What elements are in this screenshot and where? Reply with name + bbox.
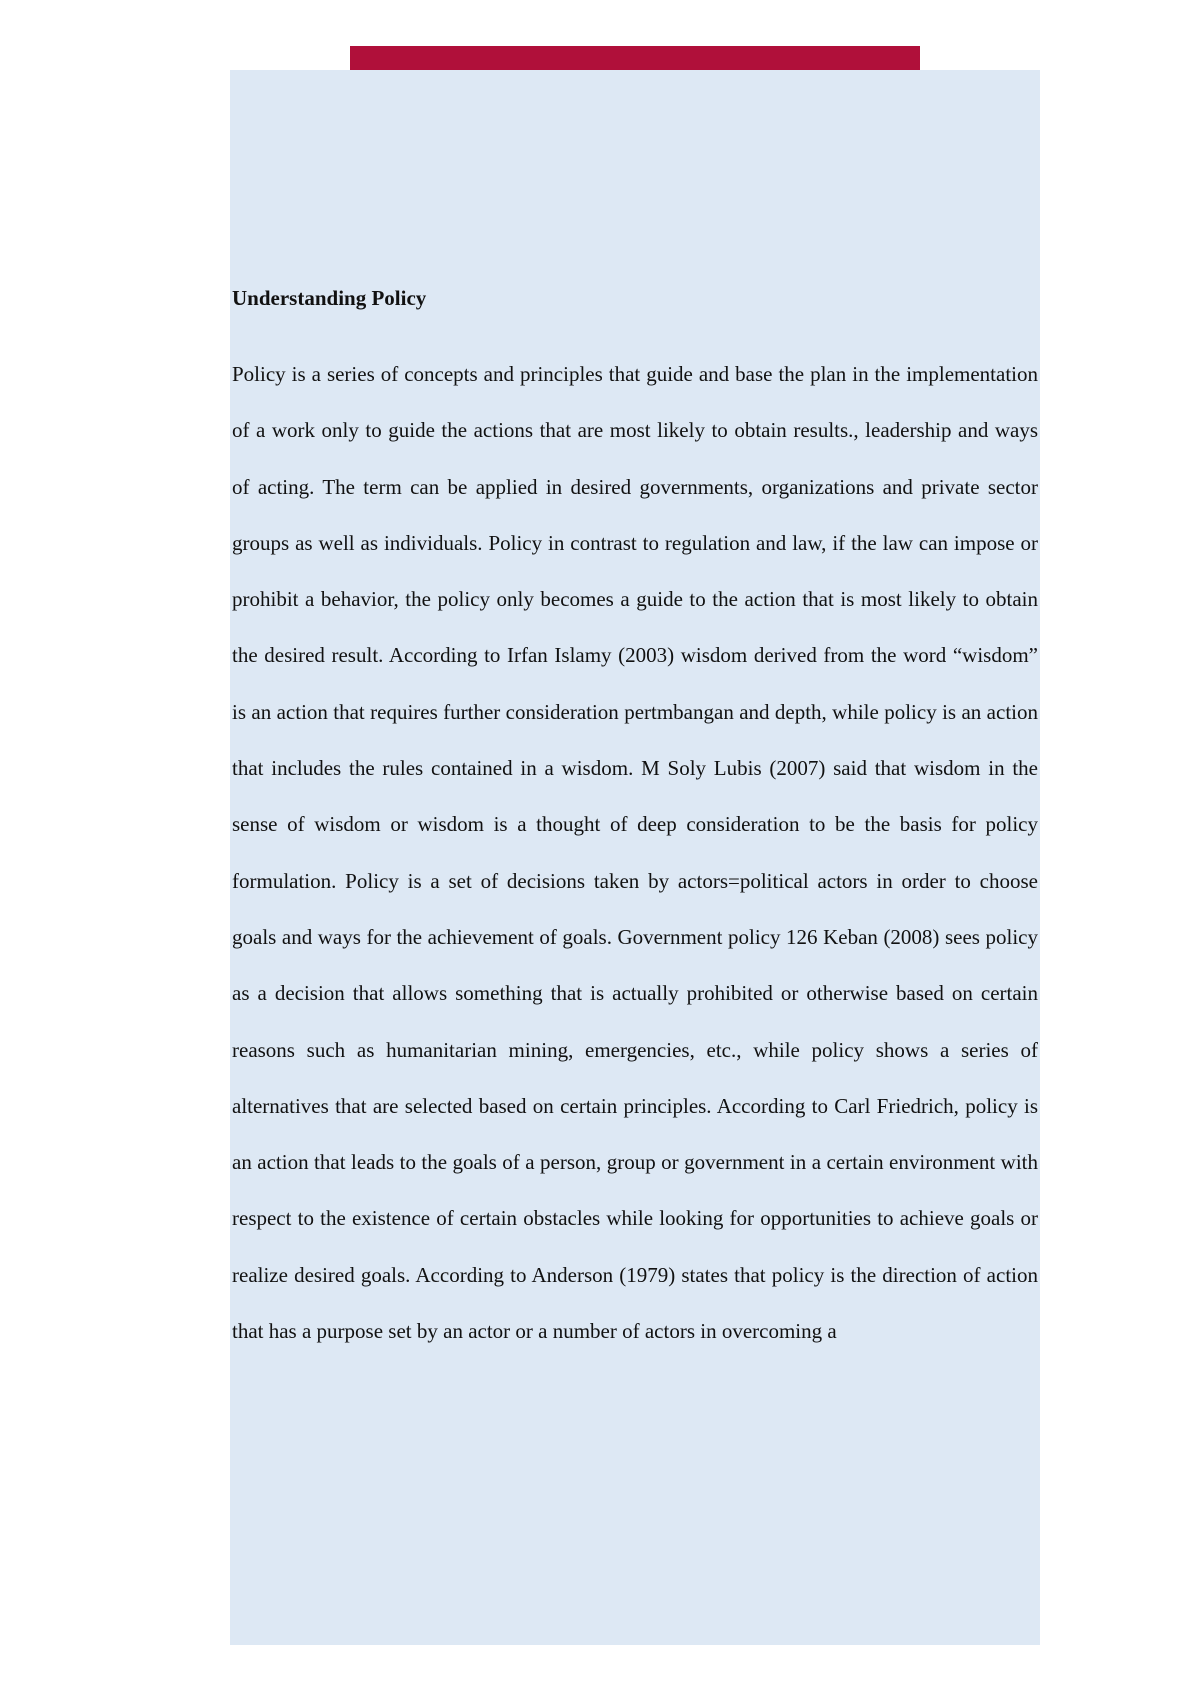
section-heading: Understanding Policy <box>232 286 427 310</box>
body-paragraph: Policy is a series of concepts and principles that guide and base the plan in the implementation of a work only to guide the actions that are most likely to obtain results., leadership and ways of acting. The term can be applied in desired governments, organizations and private sector groups as well as individuals. Policy in contrast to regulation and law, if the law can impose or prohibit a behavior, the policy only becomes a guide to the action that is most likely to obtain the desired result. According to Irfan Islamy (2003) wisdom derived from the word “wisdom” is an action that requires further consideration pertmbangan and depth, while policy is an action that includes the rules contained in a wisdom. M Soly Lubis (2007) said that wisdom in the sense of wisdom or wisdom is a thought of deep consideration to be the basis for policy formulation. Policy is a set of decisions taken by actors=political actors in order to choose goals and ways for the achievement of goals. Government policy 126 Keban (2008) sees policy as a decision that allows something that is actually prohibited or otherwise based on certain reasons such as humanitarian mining, emergencies, etc., while policy shows a series of alternatives that are selected based on certain principles. According to Carl Friedrich, policy is an action that leads to the goals of a person, group or government in a certain environment with respect to the existence of certain obstacles while looking for opportunities to achieve goals or realize desired goals. According to Anderson (1979) states that policy is the direction of action that has a purpose set by an actor or a number of actors in overcoming a <box>232 362 1038 1344</box>
header-accent-bar <box>350 46 920 70</box>
document-content <box>232 280 1038 1359</box>
